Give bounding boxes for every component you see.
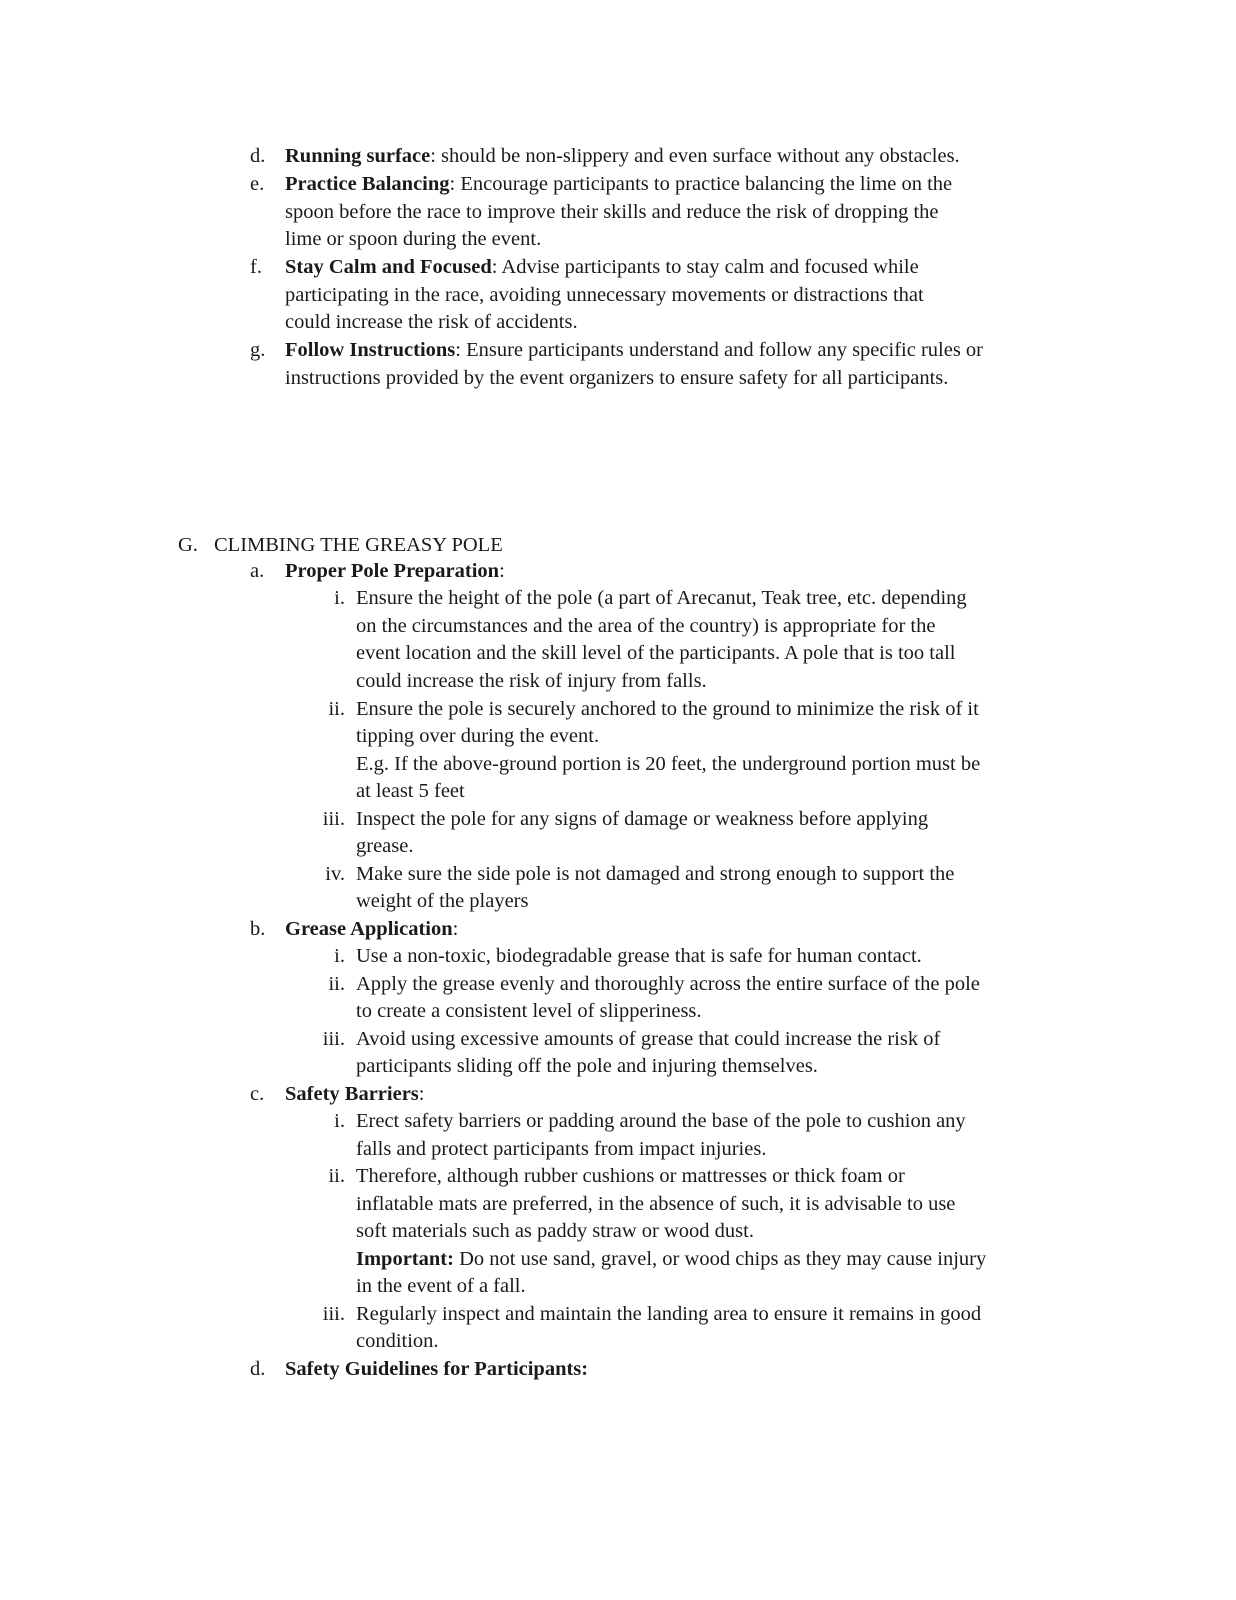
- item-line: grease.: [356, 835, 414, 857]
- list-item: Practice Balancing: Encourage participants to practice balancing the lime on the: [285, 173, 953, 195]
- item-line: Therefore, although rubber cushions or mattresses or thick foam or: [356, 1165, 905, 1187]
- item-marker: iii.: [322, 1303, 345, 1325]
- item-line: falls and protect participants from impact injuries.: [356, 1138, 767, 1160]
- subsection-title: Safety Barriers:: [285, 1083, 425, 1105]
- subsection-title: Grease Application:: [285, 918, 459, 940]
- item-marker: iv.: [325, 863, 345, 885]
- item-line: participants sliding off the pole and injuring themselves.: [356, 1055, 818, 1077]
- subsection-marker: d.: [250, 1358, 266, 1380]
- list-item-line: lime or spoon during the event.: [285, 228, 542, 250]
- item-line: condition.: [356, 1330, 439, 1352]
- subsection-marker: c.: [250, 1083, 265, 1105]
- subsection-marker: b.: [250, 918, 266, 940]
- item-marker: iii.: [322, 1028, 345, 1050]
- list-marker: e.: [250, 173, 265, 195]
- item-line: Regularly inspect and maintain the landing area to ensure it remains in good: [356, 1303, 982, 1325]
- item-marker: ii.: [328, 1165, 345, 1187]
- item-marker: ii.: [328, 973, 345, 995]
- item-line: in the event of a fall.: [356, 1275, 526, 1297]
- item-line: Use a non-toxic, biodegradable grease that is safe for human contact.: [356, 945, 922, 967]
- list-item-line: could increase the risk of accidents.: [285, 311, 578, 333]
- item-line: Avoid using excessive amounts of grease that could increase the risk of: [356, 1028, 941, 1050]
- section-marker: G.: [178, 534, 198, 556]
- list-marker: g.: [250, 339, 266, 361]
- subsection-title: Safety Guidelines for Participants:: [285, 1358, 589, 1380]
- item-line: to create a consistent level of slipperiness.: [356, 1000, 702, 1022]
- item-line: Make sure the side pole is not damaged and strong enough to support the: [356, 863, 955, 885]
- list-item: Follow Instructions: Ensure participants understand and follow any specific rules or: [285, 339, 983, 361]
- item-line: event location and the skill level of the participants. A pole that is too tall: [356, 642, 956, 664]
- item-marker: i.: [334, 945, 345, 967]
- subsection-title: Proper Pole Preparation:: [285, 560, 505, 582]
- subsection-marker: a.: [250, 560, 265, 582]
- item-line: weight of the players: [356, 890, 529, 912]
- item-line: Inspect the pole for any signs of damage or weakness before applying: [356, 808, 929, 830]
- item-line: Ensure the height of the pole (a part of Arecanut, Teak tree, etc. depending: [356, 587, 967, 609]
- list-item: Stay Calm and Focused: Advise participants to stay calm and focused while: [285, 256, 919, 278]
- item-marker: i.: [334, 587, 345, 609]
- item-marker: ii.: [328, 698, 345, 720]
- list-marker: d.: [250, 145, 266, 167]
- list-item-line: instructions provided by the event organizers to ensure safety for all participants.: [285, 367, 949, 389]
- item-line: E.g. If the above-ground portion is 20 feet, the underground portion must be: [356, 753, 981, 775]
- item-line: at least 5 feet: [356, 780, 465, 802]
- list-marker: f.: [250, 256, 262, 278]
- item-line: Apply the grease evenly and thoroughly across the entire surface of the pole: [356, 973, 980, 995]
- list-item-line: participating in the race, avoiding unnecessary movements or distractions that: [285, 284, 924, 306]
- list-item: Running surface: should be non-slippery and even surface without any obstacles.: [285, 145, 960, 167]
- item-marker: i.: [334, 1110, 345, 1132]
- item-line: soft materials such as paddy straw or wood dust.: [356, 1220, 754, 1242]
- item-line: Ensure the pole is securely anchored to the ground to minimize the risk of it: [356, 698, 979, 720]
- section-title: CLIMBING THE GREASY POLE: [214, 534, 503, 556]
- list-item-line: spoon before the race to improve their skills and reduce the risk of dropping the: [285, 201, 939, 223]
- item-line: tipping over during the event.: [356, 725, 600, 747]
- item-line: inflatable mats are preferred, in the absence of such, it is advisable to use: [356, 1193, 956, 1215]
- item-line: Erect safety barriers or padding around the base of the pole to cushion any: [356, 1110, 966, 1132]
- item-marker: iii.: [322, 808, 345, 830]
- item-line: on the circumstances and the area of the country) is appropriate for the: [356, 615, 936, 637]
- item-line: could increase the risk of injury from falls.: [356, 670, 707, 692]
- important-note: Important: Do not use sand, gravel, or wood chips as they may cause injury: [356, 1248, 987, 1270]
